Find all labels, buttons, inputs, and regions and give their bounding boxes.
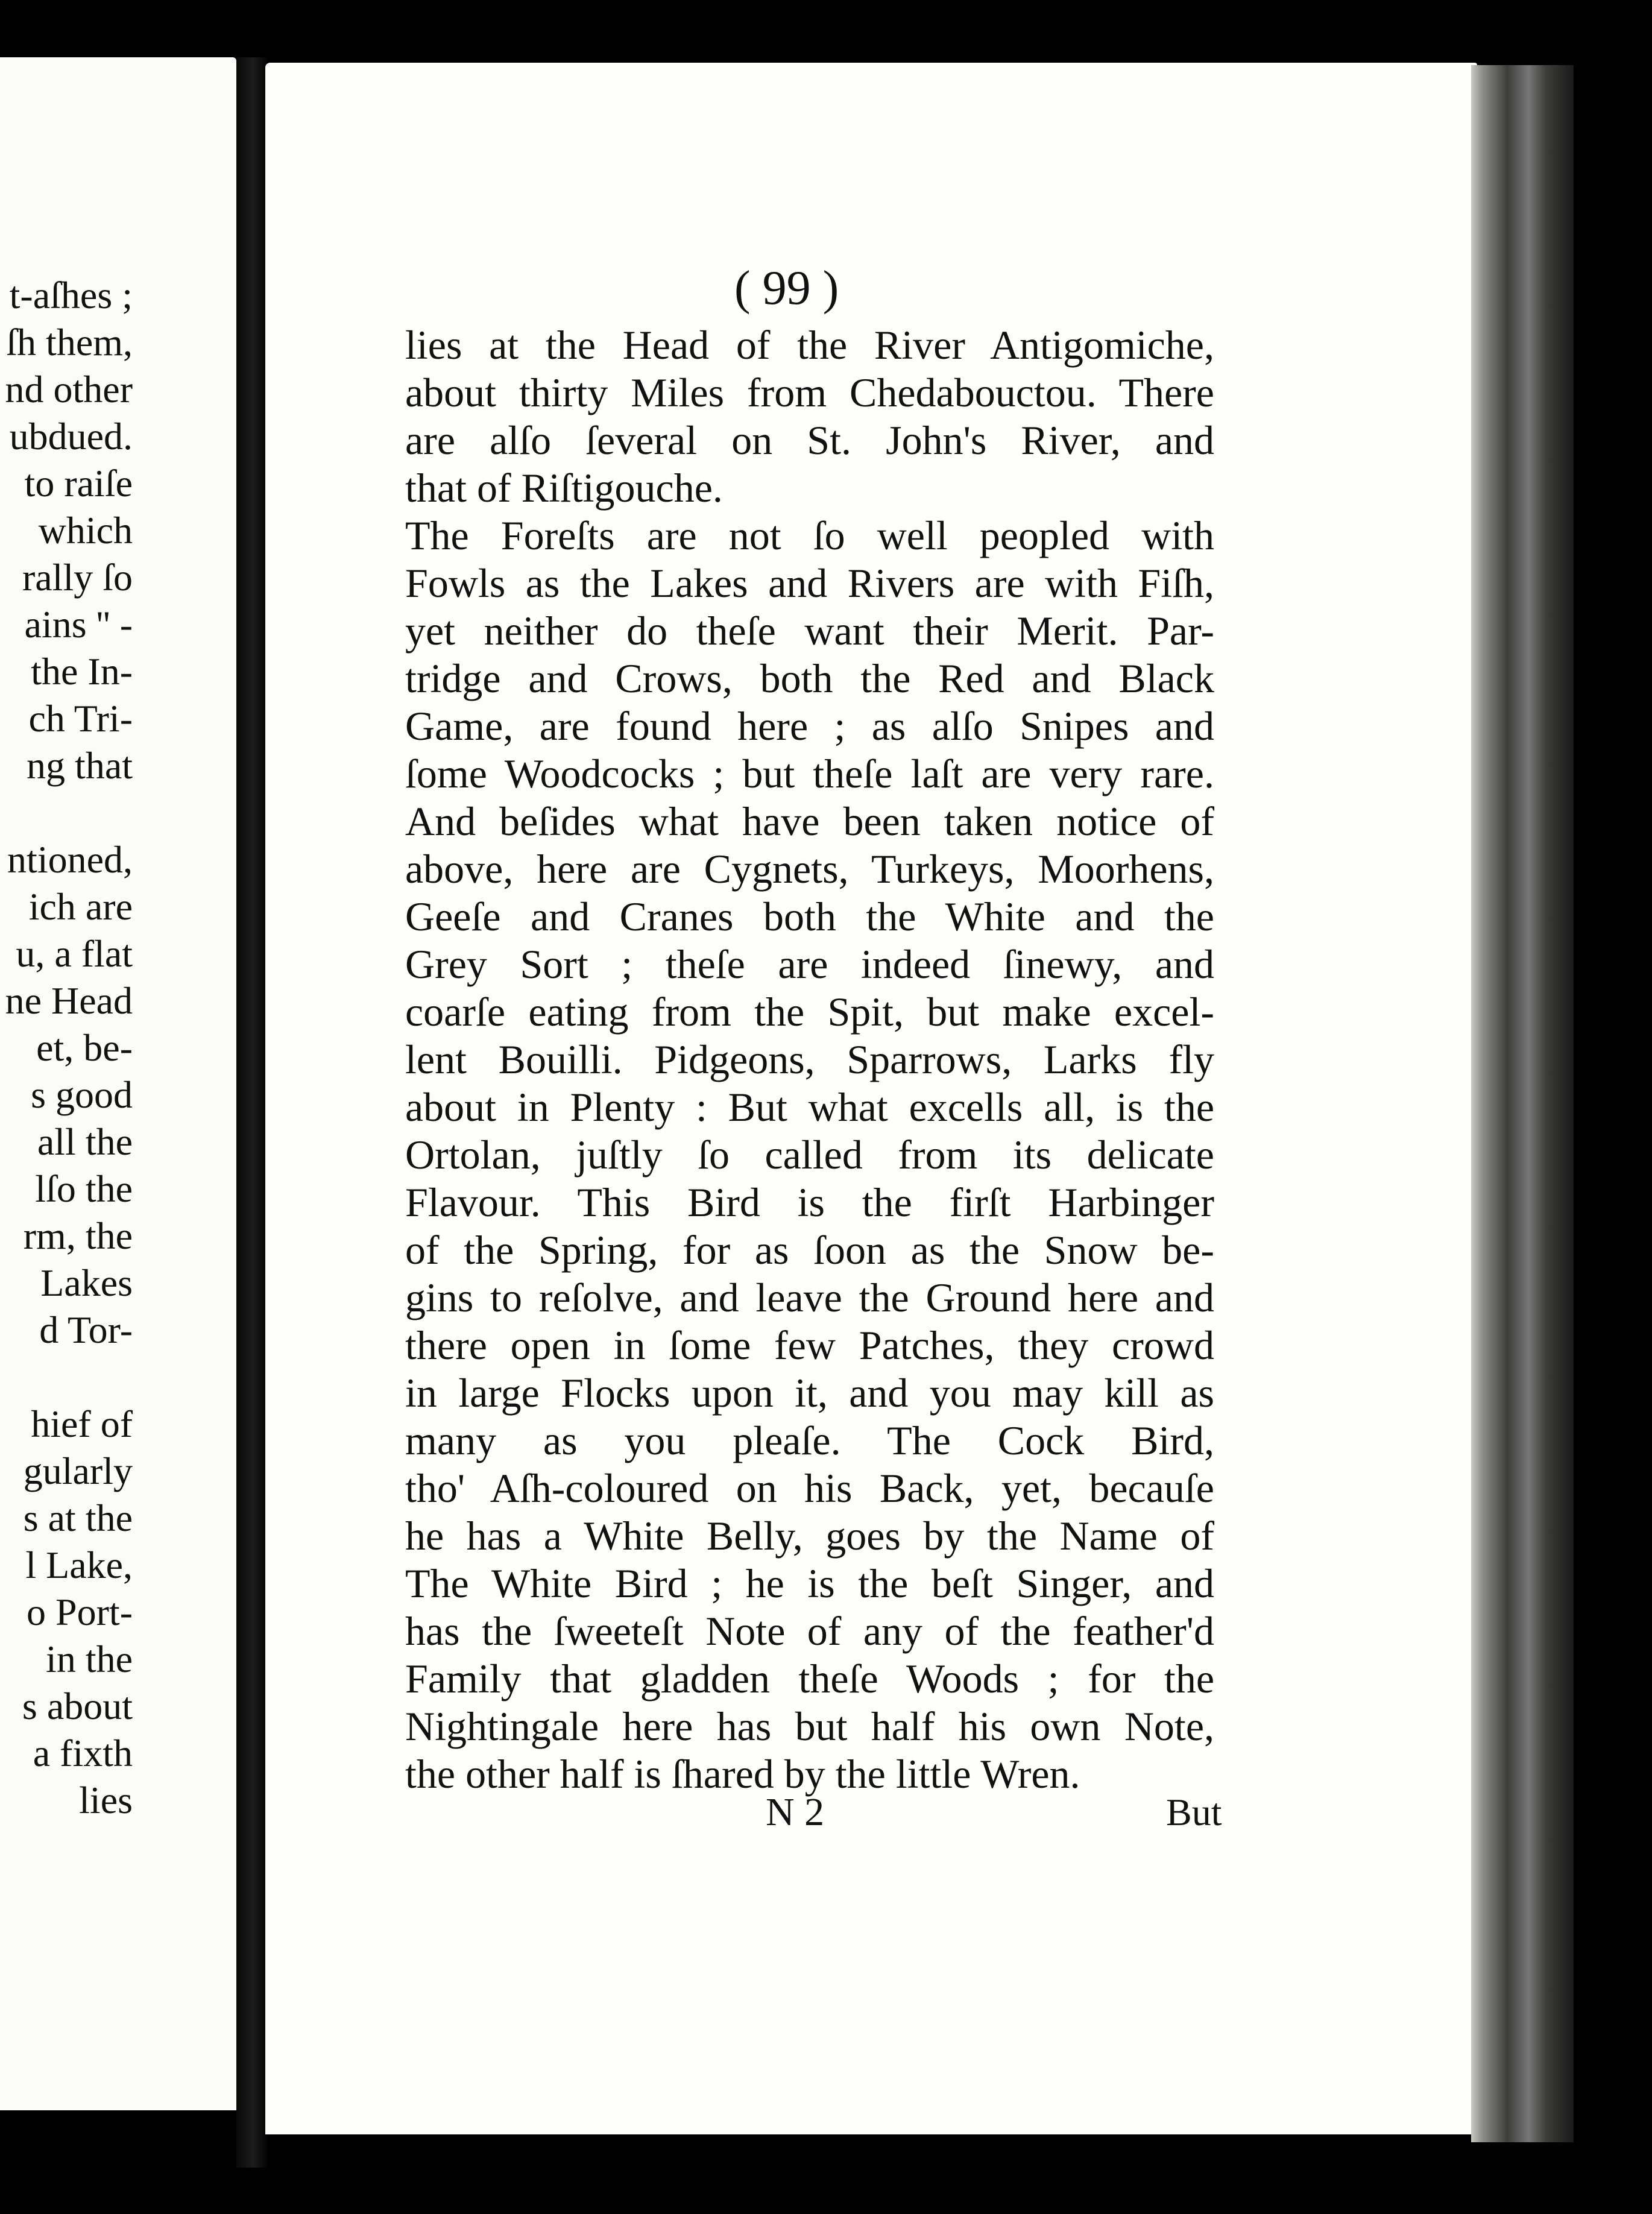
book-gutter [236,57,266,2168]
text-line: Grey Sort ; theſe are indeed ſinewy, and [405,941,1214,987]
text-line: coarſe eating from the Spit, but make excel- [405,989,1214,1035]
left-line-fragment: ich are [28,885,133,928]
left-line-fragment: rm, the [23,1214,133,1257]
text-line: The White Bird ; he is the beſt Singer, and [405,1560,1214,1606]
text-line: there open in ſome few Patches, they crowd [405,1322,1214,1368]
left-line-fragment: ubdued. [9,415,133,458]
text-line: of the Spring, for as ſoon as the Snow be- [405,1227,1214,1273]
left-line-fragment: et, be- [36,1026,133,1069]
left-line-fragment: which [38,509,133,552]
text-line: tridge and Crows, both the Red and Black [405,655,1214,701]
left-line-fragment: the In- [31,650,133,693]
text-line: has the ſweeteſt Note of any of the feather'd [405,1608,1214,1654]
left-line-fragment: lies [79,1779,133,1821]
text-line: above, here are Cygnets, Turkeys, Moorhens, [405,846,1214,892]
left-line-fragment: s about [22,1685,133,1727]
left-line-fragment: ng that [27,744,133,787]
text-line: lent Bouilli. Pidgeons, Sparrows, Larks fly [405,1036,1214,1082]
left-line-fragment: nd other [5,368,133,411]
text-line: the other half is ſhared by the little Wren. [405,1751,1080,1797]
left-line-fragment: lſo the [35,1167,133,1210]
left-line-fragment: a fixth [33,1732,133,1774]
text-line: Fowls as the Lakes and Rivers are with Fiſh, [405,560,1214,606]
text-line: ſome Woodcocks ; but theſe laſt are very rare. [405,751,1214,796]
left-line-fragment: ntioned, [7,838,133,881]
text-line: are alſo ſeveral on St. John's River, and [405,417,1214,463]
left-line-fragment: all the [37,1120,133,1163]
text-line: about in Plenty : But what excells all, is the [405,1084,1214,1130]
left-line-fragment: hief of [31,1402,133,1445]
text-line: The Foreſts are not ſo well peopled with [405,512,1214,558]
text-line: Nightingale here has but half his own Note, [405,1703,1214,1749]
left-line-fragment: t-aſhes ; [9,274,133,317]
text-line: And beſides what have been taken notice of [405,798,1214,844]
page-number: ( 99 ) [734,262,839,315]
left-line-fragment: rally ſo [22,556,133,599]
text-line: about thirty Miles from Chedabouctou. There [405,370,1214,415]
text-line: yet neither do theſe want their Merit. Par- [405,608,1214,654]
left-line-fragment: u, a flat [16,932,133,975]
left-page [0,57,236,2110]
left-line-fragment: s good [31,1073,133,1116]
signature-mark: N 2 [766,1790,825,1834]
left-line-fragment: l Lake, [25,1544,133,1586]
left-line-fragment: gularly [23,1449,133,1492]
left-line-fragment: o Port- [27,1591,133,1633]
left-line-fragment: Lakes [40,1261,133,1304]
catchword: But [1166,1791,1222,1834]
text-line: tho' Aſh-coloured on his Back, yet, becauſe [405,1465,1214,1511]
left-line-fragment: in the [46,1638,133,1680]
text-line: Family that gladden theſe Woods ; for the [405,1656,1214,1702]
text-line: lies at the Head of the River Antigomiche, [405,322,1214,368]
left-line-fragment: ains '' - [24,603,133,646]
text-line: in large Flocks upon it, and you may kill as [405,1370,1214,1416]
text-line: Ortolan, juſtly ſo called from its delicate [405,1132,1214,1178]
left-line-fragment: s at the [23,1496,133,1539]
page-fore-edge [1471,65,1574,2142]
text-line: he has a White Belly, goes by the Name of [405,1513,1214,1559]
text-line: Flavour. This Bird is the firſt Harbinger [405,1179,1214,1225]
text-line: many as you pleaſe. The Cock Bird, [405,1418,1214,1463]
left-line-fragment: ne Head [5,979,133,1022]
left-line-fragment: to raiſe [24,462,133,505]
text-line: that of Riſtigouche. [405,465,723,511]
text-line: Game, are found here ; as alſo Snipes and [405,703,1214,749]
left-line-fragment: ſh them, [6,321,133,364]
text-line: Geeſe and Cranes both the White and the [405,894,1214,939]
text-line: gins to reſolve, and leave the Ground here and [405,1275,1214,1320]
left-line-fragment: ch Tri- [28,697,133,740]
left-line-fragment: d Tor- [39,1308,133,1351]
